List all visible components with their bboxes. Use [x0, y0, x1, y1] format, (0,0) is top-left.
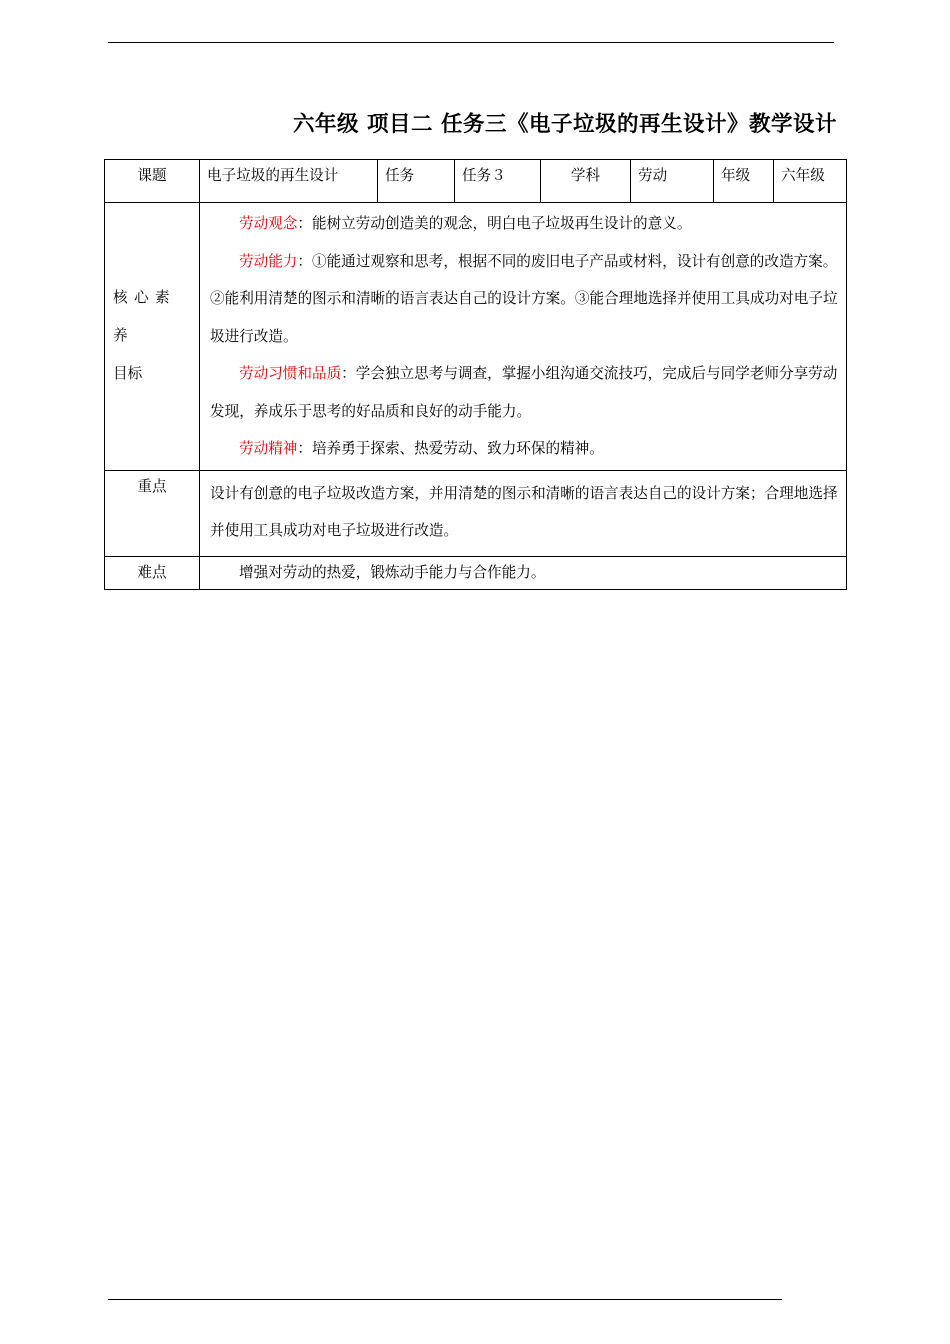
core-literacy-label [105, 203, 200, 471]
difficulty-label: 难点 [105, 556, 200, 589]
core-item-text: ：学会独立思考与调查，掌握小组沟通交流技巧，完成后与同学老师分享劳动发现，养成乐于思考的好品质和良好的动手能力。 [210, 365, 838, 420]
core-item-labor-habits [210, 355, 838, 430]
topic-label: 课题 [105, 160, 200, 203]
task-value: 任务３ [455, 160, 541, 203]
subject-value: 劳动 [631, 160, 714, 203]
core-literacy-label-line2: 目标 [113, 365, 143, 383]
key-points-content: 设计有创意的电子垃圾改造方案，并用清楚的图示和清晰的语言表达自己的设计方案；合理地选择并使用工具成功对电子垃圾进行改造。 [200, 470, 847, 556]
subject-label: 学科 [541, 160, 631, 203]
core-literacy-row [105, 203, 847, 471]
core-literacy-label-line1: 核心素养 [113, 289, 176, 345]
key-points-label: 重点 [105, 470, 200, 556]
core-item-key: 劳动观念 [239, 215, 298, 232]
task-label: 任务 [378, 160, 455, 203]
core-item-labor-ability [210, 243, 838, 356]
core-item-text: ：培养勇于探索、热爱劳动、致力环保的精神。 [297, 440, 604, 457]
difficulty-content [200, 556, 847, 589]
core-literacy-content [200, 203, 847, 471]
core-item-key: 劳动精神 [239, 440, 298, 457]
key-points-row [105, 470, 847, 556]
footer-rule [108, 1299, 782, 1300]
header-row [105, 160, 847, 203]
lesson-plan-table [104, 159, 847, 590]
header-rule [108, 42, 834, 43]
difficulty-row [105, 556, 847, 589]
core-item-key: 劳动能力 [239, 252, 298, 270]
core-item-text: ：能树立劳动创造美的观念，明白电子垃圾再生设计的意义。 [297, 215, 692, 232]
core-item-text: ：①能通过观察和思考，根据不同的废旧电子产品或材料，设计有创意的改造方案。②能利用清楚的图示和清晰的语言表达自己的设计方案。③能合理地选择并使用工具成功对电子垃圾进行改造。 [210, 252, 838, 345]
difficulty-text: 增强对劳动的热爱，锻炼动手能力与合作能力。 [239, 563, 546, 581]
topic-value: 电子垃圾的再生设计 [200, 160, 378, 203]
core-item-key: 劳动习惯和品质 [239, 365, 342, 382]
grade-value: 六年级 [774, 160, 847, 203]
grade-label: 年级 [714, 160, 774, 203]
core-item-labor-spirit [210, 430, 838, 468]
core-item-labor-concept [210, 205, 838, 243]
document-title: 六年级 项目二 任务三《电子垃圾的再生设计》教学设计 [293, 112, 837, 137]
